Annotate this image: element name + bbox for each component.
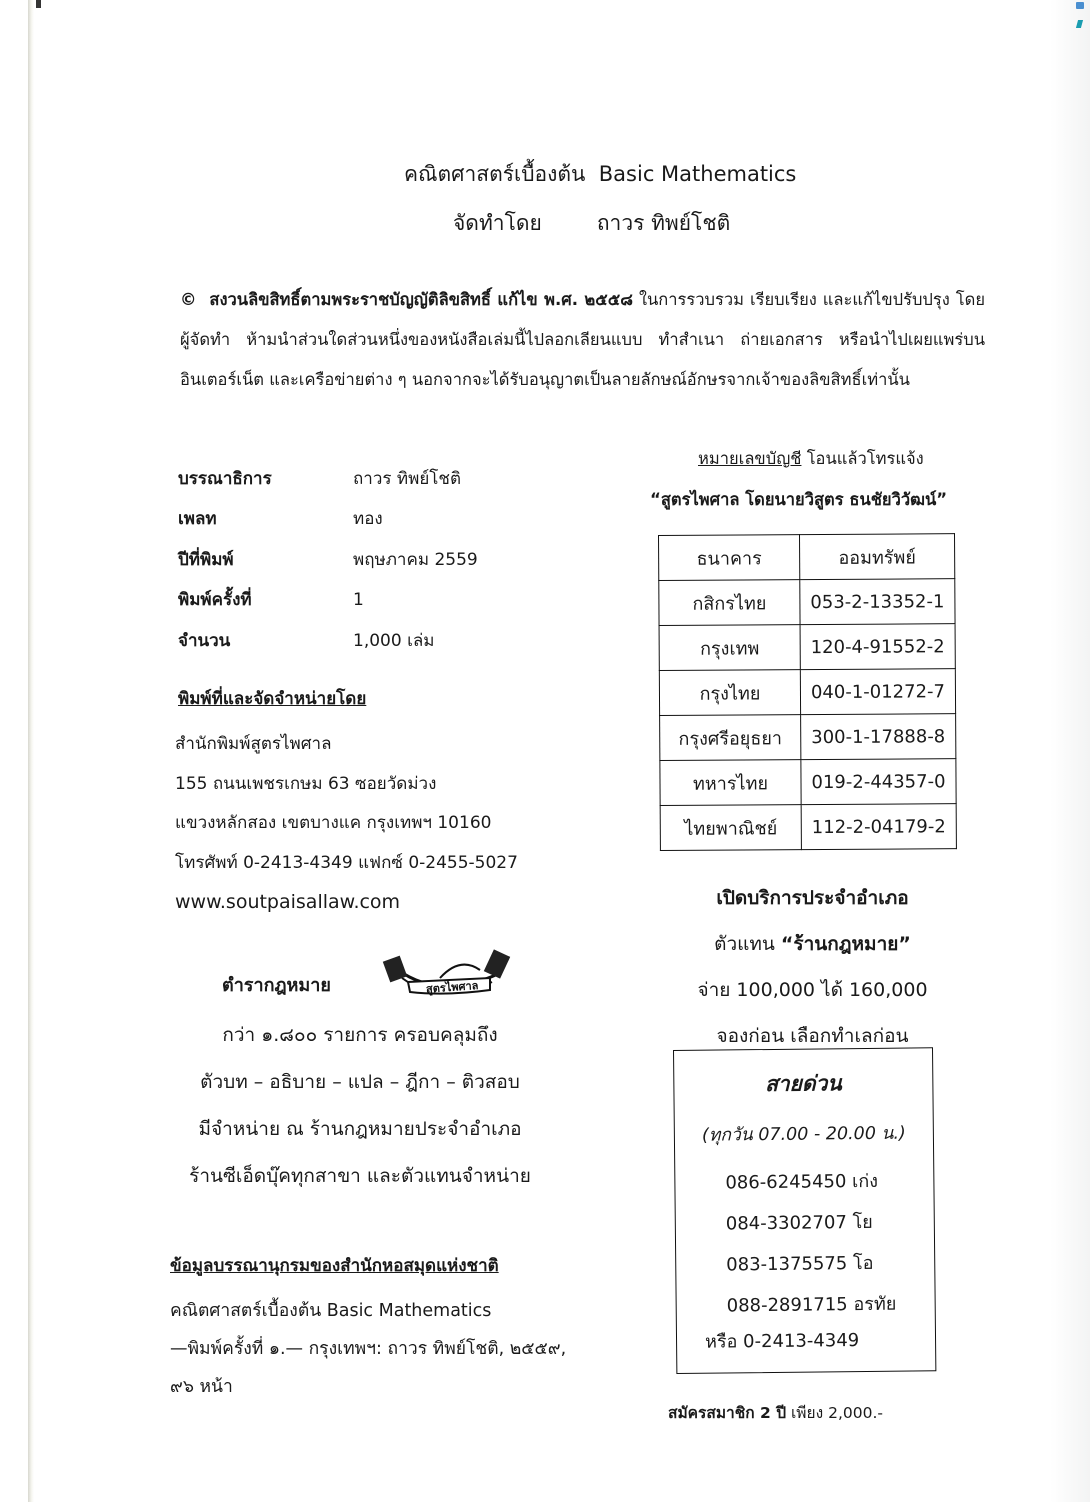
account-name: “สูตรไพศาล โดยนายวิสูตร ธนชัยวิวัฒน์” <box>650 490 948 509</box>
table-header-row <box>659 534 955 581</box>
account-number: 112-2-04179-2 <box>801 804 956 850</box>
account-number: 300-1-17888-8 <box>801 714 956 760</box>
logo-text: สูตรไพศาล <box>425 979 479 996</box>
catalog-line: คณิตศาสตร์เบื้องต้น Basic Mathematics <box>170 1301 492 1321</box>
table-row <box>659 579 955 626</box>
bank-name: กรุงศรีอยุธยา <box>660 715 801 761</box>
law-books-line: ร้านซีเอ็ดบุ๊คทุกสาขา และตัวแทนจำหน่าย <box>189 1165 531 1187</box>
corner-artifact <box>1068 0 1088 30</box>
info-row <box>178 458 478 499</box>
book-title-en: Basic Mathematics <box>598 162 797 186</box>
scroll-logo-icon <box>380 948 515 1000</box>
hotline-number: 084-3302707 โย <box>725 1211 873 1235</box>
header-savings: ออมทรัพย์ <box>800 534 955 580</box>
table-row <box>659 624 955 671</box>
hotline-number: 088-2891715 อรทัย <box>726 1293 897 1317</box>
account-number: 120-4-91552-2 <box>800 624 955 670</box>
law-books-description <box>170 1012 550 1200</box>
table-row <box>660 759 956 806</box>
copyright-symbol: © <box>180 290 197 309</box>
account-heading-underlined: หมายเลขบัญชี <box>698 449 802 468</box>
hotline-number: 083-1375575 โอ <box>726 1252 874 1276</box>
prepared-by <box>453 207 730 240</box>
bank-name: กรุงเทพ <box>659 625 800 671</box>
info-value: 1,000 เล่ม <box>353 630 435 651</box>
info-value: พฤษภาคม 2559 <box>353 549 478 570</box>
info-row <box>178 499 478 540</box>
service-line-1: เปิดบริการประจำอำเภอ <box>716 887 909 909</box>
info-label: บรรณาธิการ <box>178 468 272 489</box>
hotline-alt-number: หรือ 0-2413-4349 <box>704 1330 860 1353</box>
catalog-line: —พิมพ์ครั้งที่ ๑.— กรุงเทพฯ: ถาวร ทิพย์โชติ, ๒๕๕๙, <box>170 1339 567 1359</box>
catalog-entry <box>170 1292 566 1406</box>
account-number: 053-2-13352-1 <box>800 579 955 625</box>
corner-artifact-icon <box>1076 20 1083 28</box>
membership-bold: สมัครสมาชิก 2 ปี <box>668 1404 787 1422</box>
table-row <box>659 669 955 716</box>
info-label: พิมพ์ครั้งที่ <box>178 590 252 611</box>
account-number: 040-1-01272-7 <box>800 669 955 715</box>
hotline-hours: (ทุกวัน 07.00 - 20.00 น.) <box>701 1123 906 1146</box>
service-line-2-bold: “ร้านกฎหมาย” <box>780 933 911 955</box>
hotline-box <box>673 1047 936 1374</box>
bank-name: ทหารไทย <box>660 760 801 806</box>
bank-accounts-table <box>658 533 957 851</box>
corner-artifact-icon <box>1076 2 1084 9</box>
service-line-2 <box>650 921 975 967</box>
copyright-notice <box>180 280 985 400</box>
publisher-phone-fax: โทรศัพท์ 0-2413-4349 แฟกซ์ 0-2455-5027 <box>175 852 518 873</box>
table-row <box>660 804 956 851</box>
bank-name: ไทยพาณิชย์ <box>660 805 801 851</box>
info-label: จำนวน <box>178 630 231 651</box>
page-edge-mark <box>36 0 41 8</box>
prepared-by-name: ถาวร ทิพย์โชติ <box>596 211 731 235</box>
account-heading-rest: โอนแล้วโทรแจ้ง <box>801 449 924 468</box>
hotline-numbers <box>725 1161 896 1327</box>
membership-offer <box>668 1400 883 1425</box>
info-row <box>178 620 478 661</box>
law-books-line: มีจำหน่าย ณ ร้านกฎหมายประจำอำเภอ <box>198 1118 522 1140</box>
account-number: 019-2-44357-0 <box>801 759 956 805</box>
bank-name: กสิกรไทย <box>659 580 800 626</box>
publisher-address-1: 155 ถนนเพชรเกษม 63 ซอยวัดม่วง <box>175 773 437 794</box>
law-books-line: ตัวบท – อธิบาย – แปล – ฎีกา – ติวสอบ <box>200 1071 520 1093</box>
info-value: ทอง <box>353 509 383 530</box>
law-books-line: กว่า ๑.๘๐๐ รายการ ครอบคลุมถึง <box>222 1024 498 1046</box>
law-books-heading: ตำรากฎหมาย <box>222 975 331 996</box>
copyright-bold: สงวนลิขสิทธิ์ตามพระราชบัญญัติลิขสิทธิ์ แก้ไข พ.ศ. ๒๕๕๘ <box>209 290 634 309</box>
prepared-by-label: จัดทำโดย <box>453 211 542 235</box>
publisher-heading: พิมพ์ที่และจัดจำหน่ายโดย <box>178 689 367 709</box>
info-row <box>178 580 478 621</box>
hotline-title: สายด่วน <box>764 1071 842 1097</box>
publication-info <box>178 458 478 661</box>
info-label: ปีที่พิมพ์ <box>178 549 234 570</box>
membership-price: เพียง 2,000.- <box>786 1404 883 1422</box>
page-edge-left <box>28 0 34 1502</box>
catalog-heading: ข้อมูลบรรณานุกรมของสำนักหอสมุดแห่งชาติ <box>170 1256 499 1276</box>
publisher-details <box>175 725 518 923</box>
page-edge-right <box>1050 0 1090 1502</box>
service-line-2-prefix: ตัวแทน <box>714 933 781 955</box>
book-title-th: คณิตศาสตร์เบื้องต้น <box>404 162 586 186</box>
publisher-website: www.soutpaisallaw.com <box>175 891 401 913</box>
bank-name: กรุงไทย <box>659 670 800 716</box>
publisher-logo <box>380 948 515 1000</box>
info-value: 1 <box>353 589 364 610</box>
hotline-number: 086-6245450 เก่ง <box>725 1170 879 1194</box>
copyright-body: ในการรวบรวม เรียบเรียง และแก้ไขปรับปรุง โดยผู้จัดทำ ห้ามนำส่วนใดส่วนหนึ่งของหนังสือเล่มนี้ไปลอกเลียนแบบ ทำสำเนา ถ่ายเอกสาร หรือนำไปเผยแพร่บนอินเตอร์เน็ต และเครือข่ายต่าง ๆ นอกจากจะได้รับอนุญาตเป็นลายลักษณ์อักษรจากเจ้าของลิขสิทธิ์เท่านั้น <box>180 290 986 389</box>
info-value: ถาวร ทิพย์โชติ <box>353 468 462 489</box>
header-bank: ธนาคาร <box>659 535 800 581</box>
book-title <box>404 158 796 191</box>
table-row <box>660 714 956 761</box>
service-info <box>650 875 975 1059</box>
account-heading <box>698 446 924 472</box>
publisher-name: สำนักพิมพ์สูตรไพศาล <box>175 734 332 754</box>
catalog-line: ๙๖ หน้า <box>170 1377 233 1397</box>
info-label: เพลท <box>178 509 217 530</box>
service-line-4: จองก่อน เลือกทำเลก่อน <box>716 1025 909 1047</box>
publisher-address-2: แขวงหลักสอง เขตบางแค กรุงเทพฯ 10160 <box>175 813 492 833</box>
service-line-3: จ่าย 100,000 ได้ 160,000 <box>697 979 928 1001</box>
info-row <box>178 539 478 580</box>
